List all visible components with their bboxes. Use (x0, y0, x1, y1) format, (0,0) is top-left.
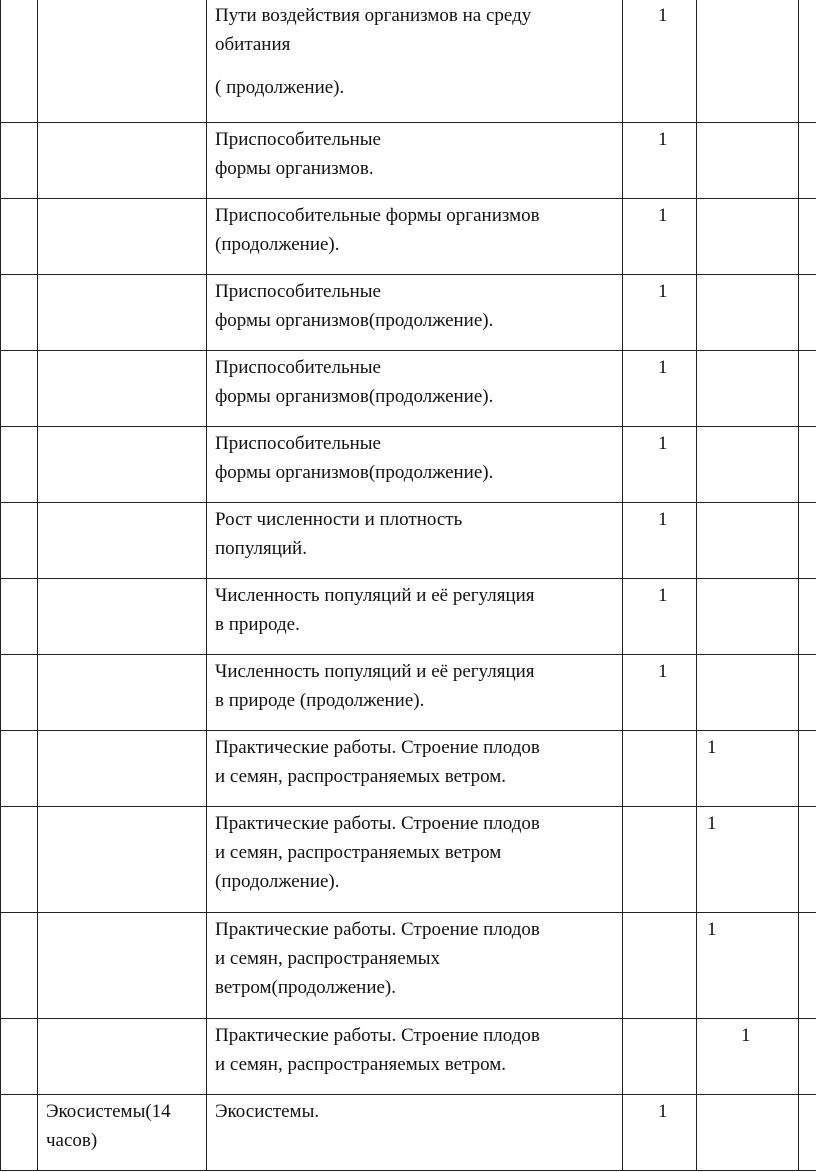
table-row (1, 199, 816, 275)
extra-cell (799, 503, 816, 579)
lesson-cell (207, 503, 623, 579)
lesson-text: (продолжение). (215, 871, 340, 892)
lesson-text: Рост численности и плотность (215, 509, 463, 530)
lesson-text: Приспособительные (215, 281, 381, 302)
table-body (1, 0, 816, 1171)
practical-value: 1 (707, 737, 717, 758)
lesson-cell (207, 807, 623, 913)
table-row (1, 579, 816, 655)
lesson-text: обитания (215, 34, 291, 55)
hours-value: 1 (658, 661, 668, 682)
extra-cell (799, 807, 816, 913)
hours-value: 1 (658, 433, 668, 454)
lesson-text: Практические работы. Строение плодов (215, 813, 540, 834)
lesson-cell (207, 1019, 623, 1095)
practical-cell (697, 579, 799, 655)
table-row (1, 1095, 816, 1171)
practical-cell (697, 199, 799, 275)
extra-cell (799, 1019, 816, 1095)
lesson-text: формы организмов(продолжение). (215, 462, 494, 483)
hours-cell (623, 731, 697, 807)
topic-cell (38, 807, 207, 913)
lesson-text: Приспособительные (215, 129, 381, 150)
practical-cell (697, 807, 799, 913)
extra-cell (799, 0, 816, 123)
hours-cell (623, 199, 697, 275)
practical-cell (697, 1095, 799, 1171)
lesson-cell (207, 1095, 623, 1171)
practical-cell (697, 1019, 799, 1095)
table-row (1, 913, 816, 1019)
hours-cell (623, 1095, 697, 1171)
number-cell (1, 275, 38, 351)
number-cell (1, 1019, 38, 1095)
topic-text: часов) (46, 1130, 98, 1151)
extra-cell (799, 427, 816, 503)
lesson-cell (207, 427, 623, 503)
practical-cell (697, 655, 799, 731)
hours-value: 1 (658, 129, 668, 150)
topic-text: Экосистемы(14 (46, 1101, 171, 1122)
hours-cell (623, 913, 697, 1019)
hours-cell (623, 275, 697, 351)
number-cell (1, 351, 38, 427)
topic-cell (38, 579, 207, 655)
topic-cell (38, 731, 207, 807)
table-row (1, 503, 816, 579)
extra-cell (799, 655, 816, 731)
hours-value: 1 (658, 5, 668, 26)
practical-cell (697, 731, 799, 807)
topic-cell (38, 913, 207, 1019)
number-cell (1, 807, 38, 913)
hours-value: 1 (658, 585, 668, 606)
table-row (1, 1019, 816, 1095)
table-row (1, 655, 816, 731)
number-cell (1, 655, 38, 731)
hours-cell (623, 807, 697, 913)
number-cell (1, 731, 38, 807)
lesson-text: формы организмов. (215, 158, 374, 179)
lesson-text: Пути воздействия организмов на среду (215, 5, 532, 26)
hours-cell (623, 123, 697, 199)
lesson-cell (207, 275, 623, 351)
topic-cell (38, 0, 207, 123)
extra-cell (799, 123, 816, 199)
table-row (1, 275, 816, 351)
hours-value: 1 (658, 357, 668, 378)
practical-value: 1 (707, 813, 717, 834)
hours-value: 1 (658, 281, 668, 302)
practical-cell (697, 427, 799, 503)
number-cell (1, 913, 38, 1019)
practical-cell (697, 351, 799, 427)
hours-cell (623, 503, 697, 579)
practical-value: 1 (741, 1025, 751, 1046)
hours-value: 1 (658, 205, 668, 226)
extra-cell (799, 351, 816, 427)
lesson-text: Практические работы. Строение плодов (215, 1025, 540, 1046)
lesson-text: формы организмов(продолжение). (215, 310, 494, 331)
hours-value: 1 (658, 509, 668, 530)
table-row (1, 807, 816, 913)
lesson-text: и семян, распространяемых ветром. (215, 766, 506, 787)
topic-cell (38, 427, 207, 503)
lesson-text: в природе (продолжение). (215, 690, 425, 711)
extra-cell (799, 199, 816, 275)
number-cell (1, 1095, 38, 1171)
lesson-cell (207, 0, 623, 123)
topic-cell (38, 1095, 207, 1171)
practical-cell (697, 913, 799, 1019)
extra-cell (799, 1095, 816, 1171)
lesson-text: формы организмов(продолжение). (215, 386, 494, 407)
topic-cell (38, 1019, 207, 1095)
lesson-cell (207, 199, 623, 275)
topic-cell (38, 123, 207, 199)
hours-cell (623, 0, 697, 123)
lesson-text: Численность популяций и её регуляция (215, 661, 535, 682)
practical-cell (697, 275, 799, 351)
hours-cell (623, 351, 697, 427)
number-cell (1, 199, 38, 275)
lesson-text: ветром(продолжение). (215, 977, 396, 998)
number-cell (1, 503, 38, 579)
extra-cell (799, 579, 816, 655)
topic-cell (38, 199, 207, 275)
lesson-text: Численность популяций и её регуляция (215, 585, 535, 606)
lesson-text: в природе. (215, 614, 300, 635)
practical-cell (697, 123, 799, 199)
lesson-text: и семян, распространяемых ветром. (215, 1054, 506, 1075)
lesson-text: (продолжение). (215, 234, 340, 255)
lesson-text: Экосистемы. (215, 1101, 320, 1122)
lesson-cell (207, 913, 623, 1019)
topic-cell (38, 275, 207, 351)
table-row (1, 0, 816, 123)
extra-cell (799, 913, 816, 1019)
lesson-cell (207, 655, 623, 731)
lesson-text: и семян, распространяемых (215, 948, 440, 969)
hours-cell (623, 655, 697, 731)
lesson-text: Приспособительные (215, 357, 381, 378)
lesson-text: ( продолжение). (215, 77, 345, 98)
lesson-text: Приспособительные формы организмов (215, 205, 540, 226)
lesson-text: Практические работы. Строение плодов (215, 919, 540, 940)
lesson-cell (207, 731, 623, 807)
extra-cell (799, 275, 816, 351)
lesson-cell (207, 351, 623, 427)
number-cell (1, 427, 38, 503)
hours-cell (623, 427, 697, 503)
number-cell (1, 0, 38, 123)
lesson-text: Практические работы. Строение плодов (215, 737, 540, 758)
extra-cell (799, 731, 816, 807)
table-row (1, 351, 816, 427)
practical-value: 1 (707, 919, 717, 940)
hours-cell (623, 1019, 697, 1095)
hours-cell (623, 579, 697, 655)
number-cell (1, 123, 38, 199)
table-row (1, 123, 816, 199)
lesson-cell (207, 123, 623, 199)
lesson-text: и семян, распространяемых ветром (215, 842, 502, 863)
lesson-text (215, 59, 614, 73)
table-row (1, 731, 816, 807)
topic-cell (38, 351, 207, 427)
lesson-text: Приспособительные (215, 433, 381, 454)
lesson-text: популяций. (215, 538, 307, 559)
table-row (1, 427, 816, 503)
hours-value: 1 (658, 1101, 668, 1122)
practical-cell (697, 503, 799, 579)
practical-cell (697, 0, 799, 123)
lesson-cell (207, 579, 623, 655)
topic-cell (38, 655, 207, 731)
topic-cell (38, 503, 207, 579)
number-cell (1, 579, 38, 655)
